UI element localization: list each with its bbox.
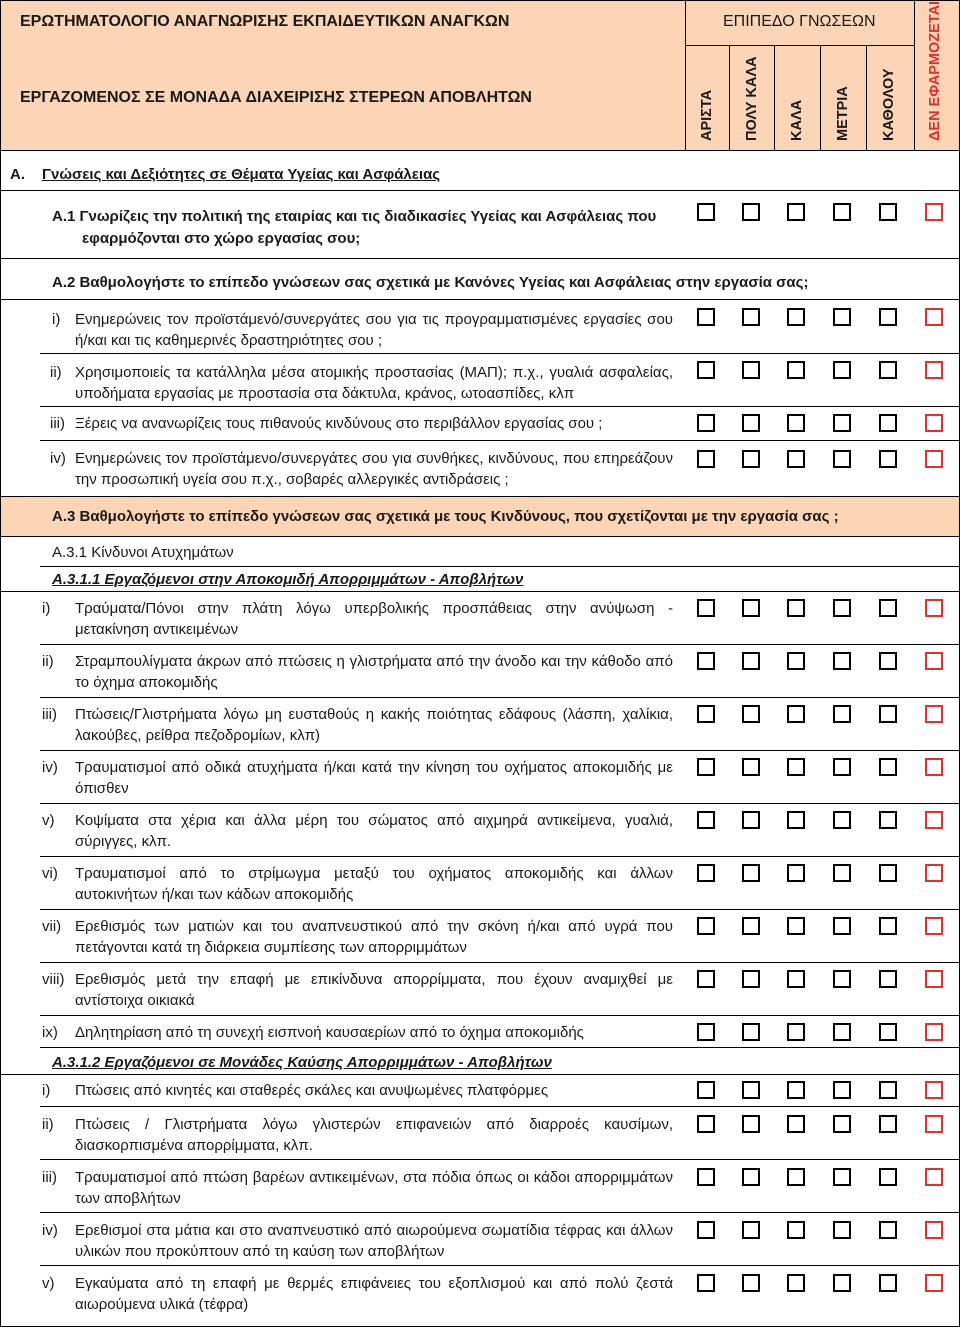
group2-item-2-rating-checkbox-none[interactable] <box>879 1115 897 1133</box>
col-rule <box>866 45 867 151</box>
group2-item-5-rating-checkbox-good[interactable] <box>787 1274 805 1292</box>
q-a1-rating-checkbox-none[interactable] <box>879 203 897 221</box>
group1-item-4: Τραυματισμοί από οδικά ατυχήματα ή/και κατά την κίνηση του οχήματος αποκομιδής με όπισθεν <box>75 759 673 797</box>
group1-item-4-rating-checkbox-excellent[interactable] <box>697 758 715 776</box>
group1-item-7-rating-checkbox-very-good[interactable] <box>742 917 760 935</box>
q-a1-rating-checkbox-fair[interactable] <box>833 203 851 221</box>
group2-item-2-rating-checkbox-good[interactable] <box>787 1115 805 1133</box>
group1-item-6-rating-checkbox-fair[interactable] <box>833 864 851 882</box>
row-rule <box>0 591 960 592</box>
group1-item-6-rating-checkbox-excellent[interactable] <box>697 864 715 882</box>
q-a2-item-3-rating-checkbox-very-good[interactable] <box>742 414 760 432</box>
group2-item-3-rating-checkbox-very-good[interactable] <box>742 1168 760 1186</box>
q-a2-item-3-rating-checkbox-excellent[interactable] <box>697 414 715 432</box>
row-rule <box>0 536 960 537</box>
group1-item-2-rating-checkbox-fair[interactable] <box>833 652 851 670</box>
group1-item-1-rating-checkbox-fair[interactable] <box>833 599 851 617</box>
group2-item-5-rating-checkbox-none[interactable] <box>879 1274 897 1292</box>
group1-item-8: Ερεθισμός μετά την επαφή με επικίνδυνα απορρίμματα, που έχουν αναμιχθεί με αντίστοιχα οικιακά <box>75 971 673 1009</box>
group2-item-4-rating-checkbox-excellent[interactable] <box>697 1221 715 1239</box>
row-rule <box>40 856 960 857</box>
q-a2-item-2-rating-checkbox-good[interactable] <box>787 361 805 379</box>
group2-item-3-rating-checkbox-fair[interactable] <box>833 1168 851 1186</box>
group1-item-6-rating-checkbox-none[interactable] <box>879 864 897 882</box>
group2-item-1: Πτώσεις από κινητές και σταθερές σκάλες και ανυψωμένες πλατφόρμες <box>75 1082 549 1099</box>
group1-item-1-rating-checkbox-good[interactable] <box>787 599 805 617</box>
group2-title: Α.3.1.2 Εργαζόμενοι σε Μονάδες Καύσης Απορριμμάτων - Αποβλήτων <box>52 1054 552 1071</box>
item-number: iv) <box>42 1222 58 1239</box>
group2-item-5: Εγκαύματα από τη επαφή με θερμές επιφάνειες του εξοπλισμού και από πολύ ζεστά αιωρούμενα υλικά (τέφρα) <box>75 1275 673 1313</box>
col-rule <box>729 45 730 151</box>
group2-item-5-rating-checkbox-fair[interactable] <box>833 1274 851 1292</box>
row-rule <box>40 697 960 698</box>
row-rule <box>0 258 960 259</box>
group1-item-7: Ερεθισμός των ματιών και του αναπνευστικού από την σκόνη ή/και από υγρά που πετάγονται κατά τη διάρκεια συμπίεσης των απορριμμάτων <box>75 918 673 956</box>
group2-item-3-rating-checkbox-excellent[interactable] <box>697 1168 715 1186</box>
q-a3-title: Α.3 Βαθμολογήστε το επίπεδο γνώσεων σας σχετικά με τους Κινδύνους, που σχετίζονται με την εργασία σας ; <box>52 508 839 525</box>
group1-item-6: Τραυματισμοί από το στρίμωγμα μεταξύ του οχήματος αποκομιδής και άλλων αυτοκινήτων ή/και των κάδων αποκομιδής <box>75 865 673 903</box>
col-header-none: ΚΑΘΟΛΟΥ <box>881 68 897 141</box>
q-a1-line2: εφαρμόζονται στο χώρο εργασίας σου; <box>82 230 361 247</box>
item-number: v) <box>42 1275 55 1292</box>
group2-item-2-rating-checkbox-very-good[interactable] <box>742 1115 760 1133</box>
group1-item-3-rating-checkbox-fair[interactable] <box>833 705 851 723</box>
group1-item-7-rating-checkbox-none[interactable] <box>879 917 897 935</box>
group2-item-1-rating-checkbox-good[interactable] <box>787 1081 805 1099</box>
form-title: ΕΡΩΤΗΜΑΤΟΛΟΓΙΟ ΑΝΑΓΝΩΡΙΣΗΣ ΕΚΠΑΙΔΕΥΤΙΚΩΝ ΑΝΑΓΚΩΝ <box>20 13 510 30</box>
group1-item-4-rating-checkbox-not-applicable[interactable] <box>925 758 943 776</box>
row-rule <box>40 1106 960 1107</box>
q-a2-item-3-rating-checkbox-fair[interactable] <box>833 414 851 432</box>
group2-item-3-rating-checkbox-good[interactable] <box>787 1168 805 1186</box>
col-rule <box>914 0 915 151</box>
q-a2-title: Α.2 Βαθμολογήστε το επίπεδο γνώσεων σας σχετικά με Κανόνες Υγείας και Ασφάλειας στην εργασία σας; <box>52 274 809 291</box>
group1-item-4-rating-checkbox-very-good[interactable] <box>742 758 760 776</box>
group1-item-3-rating-checkbox-not-applicable[interactable] <box>925 705 943 723</box>
group1-title: Α.3.1.1 Εργαζόμενοι στην Αποκομιδή Απορριμμάτων - Αποβλήτων <box>52 571 524 588</box>
col-header-good: ΚΑΛΑ <box>789 99 805 141</box>
group2-item-4: Ερεθισμοί στα μάτια και στο αναπνευστικό από αιωρούμενα σωματίδια τέφρας και άλλων υλικών που προκύπτουν από τη καύση των αποβλήτων <box>75 1222 673 1260</box>
group1-item-5-rating-checkbox-none[interactable] <box>879 811 897 829</box>
group2-item-1-rating-checkbox-none[interactable] <box>879 1081 897 1099</box>
item-number: iii) <box>42 706 57 723</box>
item-number: vii) <box>42 918 62 935</box>
group1-item-5-rating-checkbox-excellent[interactable] <box>697 811 715 829</box>
q-a2-item-3-rating-checkbox-not-applicable[interactable] <box>925 414 943 432</box>
q-a2-item-3: Ξέρεις να ανανωρίζεις τους πιθανούς κινδύνους στο περιβάλλον εργασίας σου ; <box>75 415 603 432</box>
q-a2-item-4-rating-checkbox-fair[interactable] <box>833 450 851 468</box>
section-a-label: Α. <box>10 166 25 183</box>
col-header-very-good: ΠΟΛΥ ΚΑΛΑ <box>744 56 760 141</box>
item-number: iii) <box>42 1169 57 1186</box>
item-number: i) <box>52 311 61 328</box>
group1-item-8-rating-checkbox-good[interactable] <box>787 970 805 988</box>
q-a31-title: Α.3.1 Κίνδυνοι Ατυχημάτων <box>52 544 234 561</box>
group1-item-9-rating-checkbox-fair[interactable] <box>833 1023 851 1041</box>
col-header-not-applicable: ΔΕΝ ΕΦΑΡΜΟΖΕΤΑΙ <box>927 0 943 141</box>
group1-item-4-rating-checkbox-none[interactable] <box>879 758 897 776</box>
item-number: iv) <box>50 450 66 467</box>
group2-item-2-rating-checkbox-excellent[interactable] <box>697 1115 715 1133</box>
row-rule <box>40 1015 960 1016</box>
group1-item-8-rating-checkbox-not-applicable[interactable] <box>925 970 943 988</box>
item-number: vi) <box>42 865 58 882</box>
q-a2-item-2: Χρησιμοποιείς τα κατάλληλα μέσα ατομικής προστασίας (ΜΑΠ); π.χ., γυαλιά ασφαλείας, υποδήματα εργασίας με προστασία στα δάκτυλα, κράνος, ωτοασπίδες, κλπ <box>75 364 673 402</box>
group2-item-1-rating-checkbox-excellent[interactable] <box>697 1081 715 1099</box>
group1-item-7-rating-checkbox-good[interactable] <box>787 917 805 935</box>
row-rule <box>40 750 960 751</box>
group1-item-6-rating-checkbox-not-applicable[interactable] <box>925 864 943 882</box>
group1-item-9-rating-checkbox-very-good[interactable] <box>742 1023 760 1041</box>
row-rule <box>0 190 960 191</box>
row-rule <box>0 496 960 497</box>
q-a2-item-1-rating-checkbox-excellent[interactable] <box>697 308 715 326</box>
level-title: ΕΠΙΠΕΔΟ ΓΝΩΣΕΩΝ <box>723 13 876 30</box>
group1-item-1-rating-checkbox-excellent[interactable] <box>697 599 715 617</box>
row-rule <box>40 353 960 354</box>
q-a2-item-2-rating-checkbox-not-applicable[interactable] <box>925 361 943 379</box>
group1-item-2-rating-checkbox-very-good[interactable] <box>742 652 760 670</box>
q-a2-item-1-rating-checkbox-fair[interactable] <box>833 308 851 326</box>
group2-item-4-rating-checkbox-none[interactable] <box>879 1221 897 1239</box>
group1-item-6-rating-checkbox-very-good[interactable] <box>742 864 760 882</box>
group1-item-8-rating-checkbox-excellent[interactable] <box>697 970 715 988</box>
q-a2-item-4: Ενημερώνεις τον προϊστάμενο/συνεργάτες σου για συνθήκες, κινδύνους, που επηρεάζουν την προσωπική υγεία σου π.χ., σοβαρές αλλεργικές αντιδράσεις ; <box>75 450 673 488</box>
col-rule <box>820 45 821 151</box>
group1-item-9: Δηλητηρίαση από τη συνεχή εισπνοή καυσαερίων από το όχημα αποκομιδής <box>75 1024 584 1041</box>
row-rule <box>40 1159 960 1160</box>
item-number: ii) <box>42 653 54 670</box>
header-bottom-rule <box>0 150 960 151</box>
group2-item-3-rating-checkbox-not-applicable[interactable] <box>925 1168 943 1186</box>
group1-item-3-rating-checkbox-none[interactable] <box>879 705 897 723</box>
group1-item-8-rating-checkbox-none[interactable] <box>879 970 897 988</box>
group1-item-8-rating-checkbox-fair[interactable] <box>833 970 851 988</box>
group1-item-2: Στραμπουλίγματα άκρων από πτώσεις η γλιστρήματα από την άνοδο και την κάθοδο από το όχημα αποκομιδής <box>75 653 673 691</box>
q-a2-item-4-rating-checkbox-good[interactable] <box>787 450 805 468</box>
item-number: viii) <box>42 971 65 988</box>
row-rule <box>40 406 960 407</box>
group1-item-5: Κοψίματα στα χέρια και άλλα μέρη του σώματος από αιχμηρά αντικείμενα, γυαλιά, σύριγγες, κλπ. <box>75 812 673 850</box>
q-a2-item-1: Ενημερώνεις τον προϊστάμενό/συνεργάτες σου για τις προγραμματισμένες εργασίες σου ή/και και τις καθημερινές δραστηριότητες σου ; <box>75 311 673 349</box>
border-top <box>0 0 960 1</box>
group2-item-2-rating-checkbox-fair[interactable] <box>833 1115 851 1133</box>
group1-item-7-rating-checkbox-not-applicable[interactable] <box>925 917 943 935</box>
group1-item-9-rating-checkbox-excellent[interactable] <box>697 1023 715 1041</box>
q-a2-item-4-rating-checkbox-excellent[interactable] <box>697 450 715 468</box>
group1-item-5-rating-checkbox-good[interactable] <box>787 811 805 829</box>
group1-item-2-rating-checkbox-excellent[interactable] <box>697 652 715 670</box>
group1-item-5-rating-checkbox-not-applicable[interactable] <box>925 811 943 829</box>
header-divider <box>685 0 686 151</box>
group1-item-3-rating-checkbox-very-good[interactable] <box>742 705 760 723</box>
row-rule <box>40 909 960 910</box>
item-number: iii) <box>50 415 65 432</box>
item-number: v) <box>42 812 55 829</box>
q-a2-item-4-rating-checkbox-not-applicable[interactable] <box>925 450 943 468</box>
q-a2-item-4-rating-checkbox-none[interactable] <box>879 450 897 468</box>
group1-item-4-rating-checkbox-fair[interactable] <box>833 758 851 776</box>
col-header-excellent: ΑΡΙΣΤΑ <box>699 89 715 141</box>
q-a1-rating-checkbox-good[interactable] <box>787 203 805 221</box>
q-a2-item-4-rating-checkbox-very-good[interactable] <box>742 450 760 468</box>
group1-item-3: Πτώσεις/Γλιστρήματα λόγω μη ευσταθούς η κακής ποιότητας εδάφους (λάσπη, χαλίκια, λακούβες, ρείθρα πεζοδρομίων, κλπ) <box>75 706 673 744</box>
q-a2-item-2-rating-checkbox-fair[interactable] <box>833 361 851 379</box>
q-a1-line1: Α.1 Γνωρίζεις την πολιτική της εταιρίας και τις διαδικασίες Υγείας και Ασφάλειας που <box>52 208 657 225</box>
row-rule <box>40 1212 960 1213</box>
item-number: ii) <box>50 364 62 381</box>
item-number: iv) <box>42 759 58 776</box>
group1-item-2-rating-checkbox-good[interactable] <box>787 652 805 670</box>
group1-item-7-rating-checkbox-excellent[interactable] <box>697 917 715 935</box>
form-subtitle: ΕΡΓΑΖΟΜΕΝΟΣ ΣΕ ΜΟΝΑΔΑ ΔΙΑΧΕΙΡΙΣΗΣ ΣΤΕΡΕΩΝ ΑΠΟΒΛΗΤΩΝ <box>20 89 532 106</box>
group1-item-3-rating-checkbox-excellent[interactable] <box>697 705 715 723</box>
row-rule <box>40 644 960 645</box>
group2-item-1-rating-checkbox-not-applicable[interactable] <box>925 1081 943 1099</box>
group1-item-6-rating-checkbox-good[interactable] <box>787 864 805 882</box>
group1-item-1-rating-checkbox-none[interactable] <box>879 599 897 617</box>
q-a2-item-3-rating-checkbox-good[interactable] <box>787 414 805 432</box>
group1-item-8-rating-checkbox-very-good[interactable] <box>742 970 760 988</box>
q-a2-item-1-rating-checkbox-not-applicable[interactable] <box>925 308 943 326</box>
row-rule <box>40 440 960 441</box>
group1-item-3-rating-checkbox-good[interactable] <box>787 705 805 723</box>
q-a2-item-1-rating-checkbox-good[interactable] <box>787 308 805 326</box>
q-a2-item-1-rating-checkbox-very-good[interactable] <box>742 308 760 326</box>
group2-item-1-rating-checkbox-fair[interactable] <box>833 1081 851 1099</box>
row-rule <box>40 803 960 804</box>
row-rule <box>40 1047 960 1048</box>
item-number: i) <box>42 1082 51 1099</box>
group1-item-5-rating-checkbox-fair[interactable] <box>833 811 851 829</box>
group2-item-4-rating-checkbox-very-good[interactable] <box>742 1221 760 1239</box>
q-a2-item-1-rating-checkbox-none[interactable] <box>879 308 897 326</box>
group2-item-2: Πτώσεις / Γλιστρήματα λόγω γλιστερών επιφανειών από διαρροές καυσίμων, διασκορπισμένα απορρίμματα, κλπ. <box>75 1116 673 1154</box>
item-number: i) <box>42 600 51 617</box>
row-rule <box>40 962 960 963</box>
group2-item-4-rating-checkbox-good[interactable] <box>787 1221 805 1239</box>
item-number: ii) <box>42 1116 54 1133</box>
level-title-rule <box>685 45 914 46</box>
group2-item-3: Τραυματισμοί από πτώση βαρέων αντικειμένων, στα πόδια όπως οι κάδοι απορριμμάτων των αποβλήτων <box>75 1169 673 1207</box>
q-a2-item-2-rating-checkbox-very-good[interactable] <box>742 361 760 379</box>
item-number: ix) <box>42 1024 58 1041</box>
group1-item-7-rating-checkbox-fair[interactable] <box>833 917 851 935</box>
group2-item-3-rating-checkbox-none[interactable] <box>879 1168 897 1186</box>
group1-item-1-rating-checkbox-very-good[interactable] <box>742 599 760 617</box>
group2-item-5-rating-checkbox-not-applicable[interactable] <box>925 1274 943 1292</box>
q-a1-rating-checkbox-excellent[interactable] <box>697 203 715 221</box>
section-a-title: Γνώσεις και Δεξιότητες σε Θέματα Υγείας και Ασφάλειας <box>42 166 441 183</box>
group2-item-4-rating-checkbox-fair[interactable] <box>833 1221 851 1239</box>
group2-item-4-rating-checkbox-not-applicable[interactable] <box>925 1221 943 1239</box>
group1-item-5-rating-checkbox-very-good[interactable] <box>742 811 760 829</box>
row-rule <box>0 1074 960 1075</box>
group1-item-2-rating-checkbox-none[interactable] <box>879 652 897 670</box>
q-a2-item-3-rating-checkbox-none[interactable] <box>879 414 897 432</box>
row-rule <box>0 299 960 300</box>
group1-item-9-rating-checkbox-none[interactable] <box>879 1023 897 1041</box>
group1-item-9-rating-checkbox-good[interactable] <box>787 1023 805 1041</box>
group2-item-1-rating-checkbox-very-good[interactable] <box>742 1081 760 1099</box>
group2-item-5-rating-checkbox-excellent[interactable] <box>697 1274 715 1292</box>
row-rule <box>40 566 960 567</box>
col-rule <box>774 45 775 151</box>
group1-item-1: Τραύματα/Πόνοι στην πλάτη λόγω υπερβολικής προσπάθειας στην ανύψωση - μετακίνηση αντικειμένων <box>75 600 673 638</box>
q-a1-rating-checkbox-very-good[interactable] <box>742 203 760 221</box>
row-rule <box>40 1265 960 1266</box>
group1-item-1-rating-checkbox-not-applicable[interactable] <box>925 599 943 617</box>
q-a2-item-2-rating-checkbox-none[interactable] <box>879 361 897 379</box>
group2-item-2-rating-checkbox-not-applicable[interactable] <box>925 1115 943 1133</box>
group1-item-4-rating-checkbox-good[interactable] <box>787 758 805 776</box>
col-header-fair: ΜΕΤΡΙΑ <box>835 86 851 141</box>
q-a1-rating-checkbox-not-applicable[interactable] <box>925 203 943 221</box>
group1-item-2-rating-checkbox-not-applicable[interactable] <box>925 652 943 670</box>
q-a2-item-2-rating-checkbox-excellent[interactable] <box>697 361 715 379</box>
group1-item-9-rating-checkbox-not-applicable[interactable] <box>925 1023 943 1041</box>
group2-item-5-rating-checkbox-very-good[interactable] <box>742 1274 760 1292</box>
border-left <box>0 0 1 1327</box>
